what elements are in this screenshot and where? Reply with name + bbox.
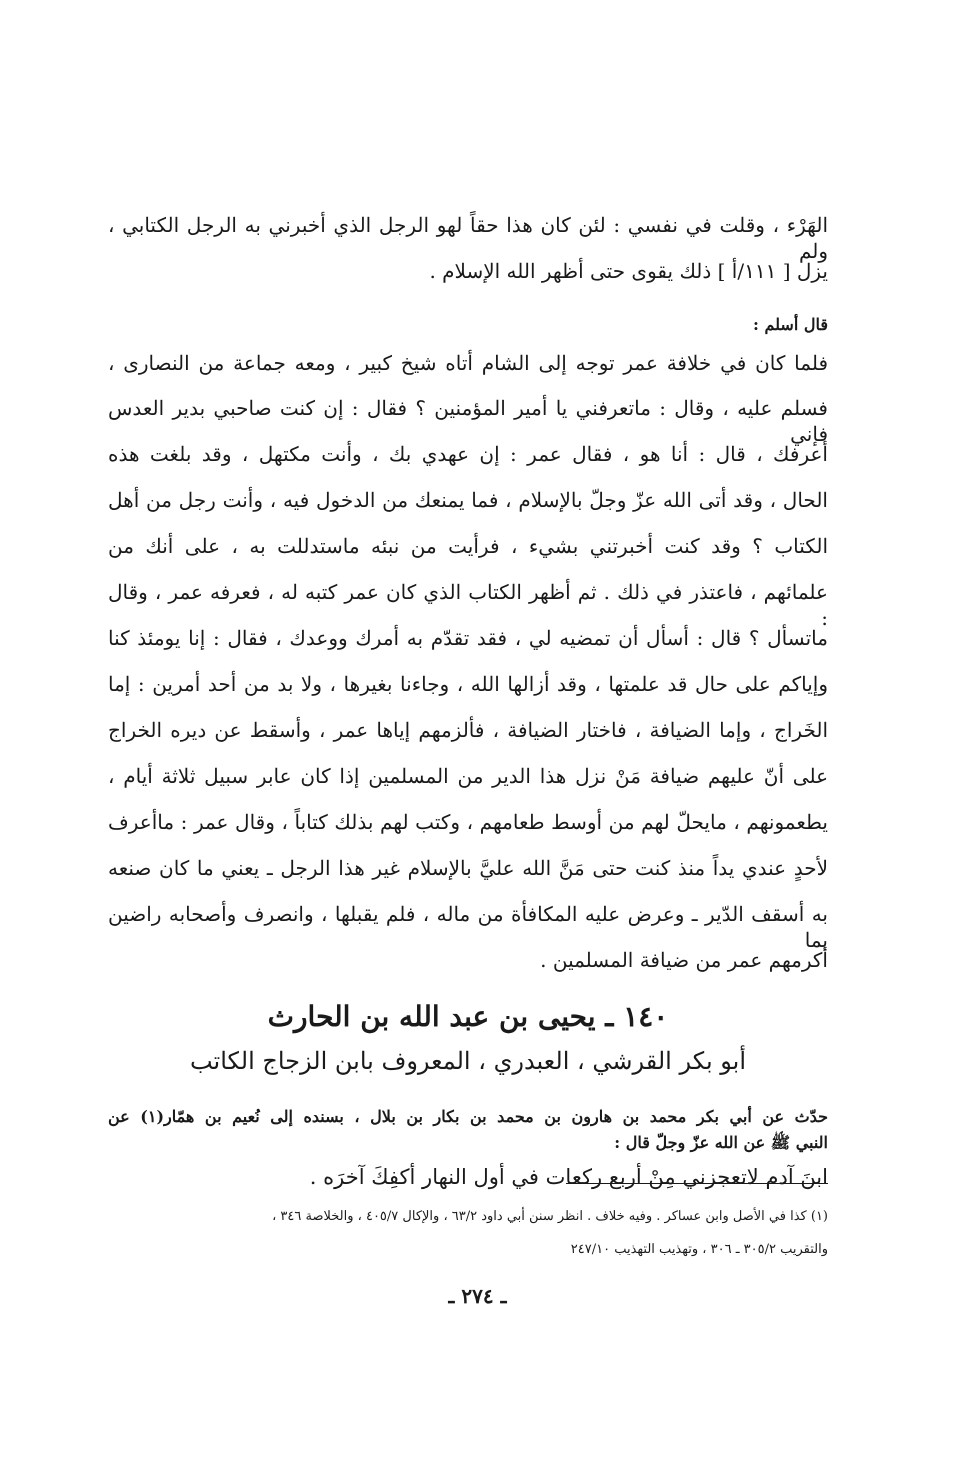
main-line-6: علمائهم ، فاعتذر في ذلك . ثم أظهر الكتاب الذي كان عمر كتبه له ، فعرفه عمر ، وقال :	[108, 580, 828, 630]
main-line-3: أعرفك ، قال : أنا هو ، فقال عمر : إن عهدي بك ، وأنت مكتهل ، وقد بلغت هذه	[108, 442, 828, 466]
hadith-matn: ابنَ آدم لاتعجزني مِنْ أربع ركعات في أول النهار أكفِكَ آخرَه .	[309, 1165, 828, 1189]
main-line-5: الكتاب ؟ وقد كنت أخبرتني بشيء ، فرأيت من نبئه ماستدللت به ، على أنك من	[108, 534, 828, 558]
entry-title: ١٤٠ ـ يحيى بن عبد الله بن الحارث	[267, 1000, 669, 1033]
main-line-13: به أسقف الدّير ـ وعرض عليه المكافأة من ماله ، فلم يقبلها ، وانصرف وأصحابه راضين بما	[108, 902, 828, 952]
main-line-7: ماتسأل ؟ قال : أسأل أن تمضيه لي ، فقد تقدّم به أمرك ووعدك ، فقال : إنا يومئذ كنا	[108, 626, 828, 650]
main-line-8: وإياكم على حال قد علمتها ، وقد أزالها الله ، وجاءنا بغيرها ، ولا بد من أحد أمرين : إما	[108, 672, 828, 696]
speaker-label: قال أسلم :	[753, 315, 828, 334]
main-line-10: على أنّ عليهم ضيافة مَنْ نزل هذا الدير من المسلمين إذا كان عابر سبيل ثلاثة أيام ،	[108, 764, 828, 788]
entry-subtitle: أبو بكر القرشي ، العبدري ، المعروف بابن الزجاج الكاتب	[189, 1047, 747, 1075]
main-line-14: أكرمهم عمر من ضيافة المسلمين .	[540, 948, 828, 972]
page-number: ـ ٢٧٤ ـ	[448, 1284, 507, 1308]
footnote-line-1: (١) كذا في الأصل وابن عساكر . وفيه خلاف . انظر سنن أبي داود ٦٣/٢ ، والإكال ٤٠٥/٧ ، والخلاصة ٣٤٦ ،	[272, 1209, 828, 1224]
footnote-line-2: والتقريب ٣٠٥/٢ ـ ٣٠٦ ، وتهذيب التهذيب ٢٤٧/١٠	[570, 1242, 828, 1257]
main-line-12: لأحدٍ عندي يداً منذ كنت حتى مَنَّ الله عليَّ بالإسلام غير هذا الرجل ـ يعني ما كان صنعه	[108, 856, 828, 880]
isnad-line-2: النبي ﷺ عن الله عزّ وجلّ قال :	[614, 1133, 828, 1152]
footnote-separator	[566, 1183, 828, 1184]
intro-line-1: الهَرْء ، وقلت في نفسي : لئن كان هذا حقاً لهو الرجل الذي أخبرني به الرجل الكتابي ، ولم	[108, 213, 828, 263]
main-line-9: الخَراج ، وإما الضيافة ، فاختار الضيافة ، فألزمهم إياها عمر ، وأسقط عن ديره الخراج	[108, 718, 828, 742]
main-line-4: الحال ، وقد أتى الله عزّ وجلّ بالإسلام ، فما يمنعك من الدخول فيه ، وأنت رجل من أهل	[108, 488, 828, 512]
main-line-1: فلما كان في خلافة عمر توجه إلى الشام أتاه شيخ كبير ، ومعه جماعة من النصارى ،	[108, 351, 828, 375]
isnad-line-1: حدّث عن أبي بكر محمد بن هارون بن محمد بن بكار بن بلال ، بسنده إلى نُعيم بن همّار(١) عن	[108, 1107, 828, 1126]
main-line-2: فسلم عليه ، وقال : ماتعرفني يا أمير المؤمنين ؟ فقال : إن كنت صاحبي بدير العدس فإني	[108, 396, 828, 446]
intro-line-2: يزل [ ١١١/أ ] ذلك يقوى حتى أظهر الله الإسلام .	[429, 259, 828, 283]
main-line-11: يطعمونهم ، مايحلّ لهم من أوسط طعامهم ، وكتب لهم بذلك كتاباً ، وقال عمر : ماأعرف	[108, 810, 828, 834]
